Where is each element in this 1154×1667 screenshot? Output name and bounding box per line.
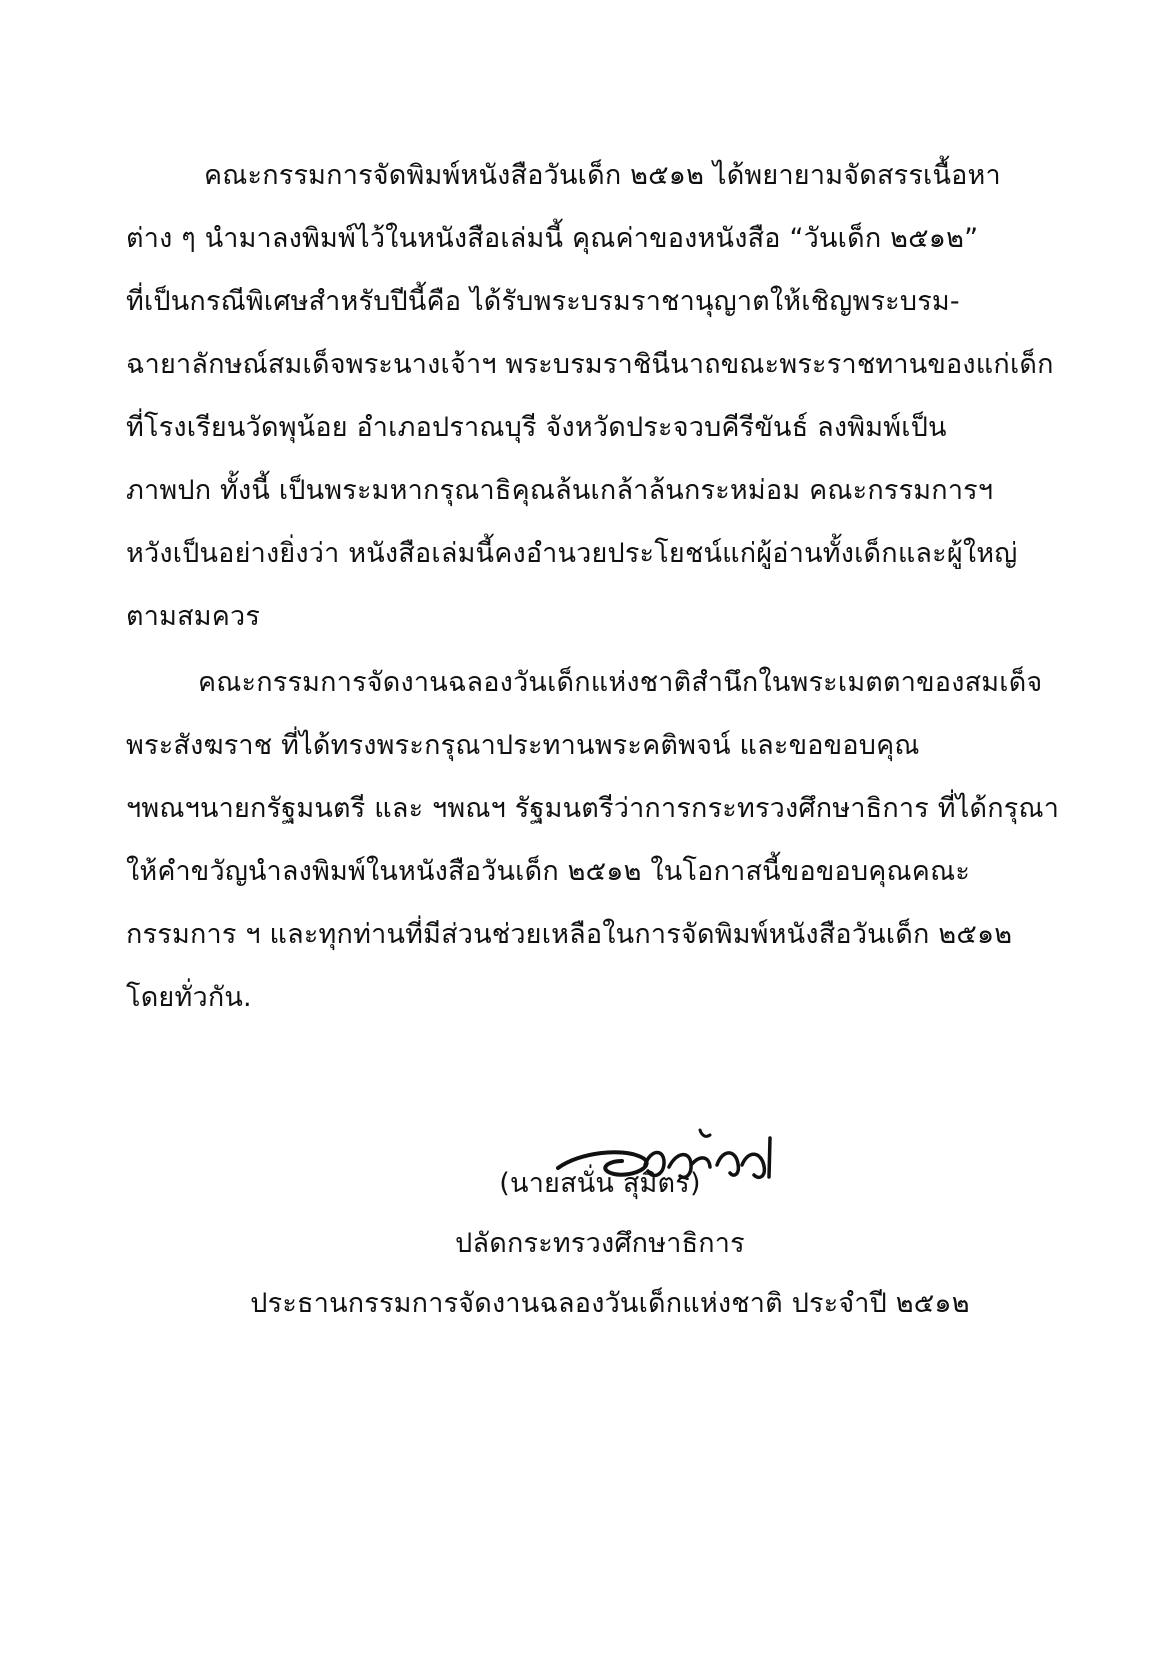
signature-role: ประธานกรรมการจัดงานฉลองวันเด็กแห่งชาติ ประจำปี ๒๕๑๒ [250, 1288, 970, 1319]
paragraph-2-line-2: พระสังฆราช ที่ได้ทรงพระกรุณาประทานพระคติพจน์ และขอขอบคุณ [126, 730, 920, 761]
paragraph-1-line-3: ที่เป็นกรณีพิเศษสำหรับปีนี้คือ ได้รับพระบรมราชานุญาตให้เชิญพระบรม- [126, 286, 960, 317]
paragraph-1-line-1: คณะกรรมการจัดพิมพ์หนังสือวันเด็ก ๒๕๑๒ ได้พยายามจัดสรรเนื้อหา [204, 160, 1001, 191]
signature-name: (นายสนั่น สุมิตร) [499, 1168, 701, 1199]
paragraph-1-line-6: ภาพปก ทั้งนี้ เป็นพระมหากรุณาธิคุณล้นเกล้าล้นกระหม่อม คณะกรรมการฯ [126, 475, 994, 506]
paragraph-1-line-4: ฉายาลักษณ์สมเด็จพระนางเจ้าฯ พระบรมราชินีนาถขณะพระราชทานของแก่เด็ก [126, 349, 1054, 380]
paragraph-1-line-2: ต่าง ๆ นำมาลงพิมพ์ไว้ในหนังสือเล่มนี้ คุณค่าของหนังสือ “วันเด็ก ๒๕๑๒” [126, 223, 979, 254]
paragraph-2-line-1: คณะกรรมการจัดงานฉลองวันเด็กแห่งชาติสำนึกในพระเมตตาของสมเด็จ [198, 667, 1043, 698]
paragraph-1-line-5: ที่โรงเรียนวัดพุน้อย อำเภอปราณบุรี จังหวัดประจวบคีรีขันธ์ ลงพิมพ์เป็น [126, 412, 947, 443]
paragraph-1-line-8: ตามสมควร [126, 601, 261, 632]
paragraph-1-line-7: หวังเป็นอย่างยิ่งว่า หนังสือเล่มนี้คงอำนวยประโยชน์แก่ผู้อ่านทั้งเด็กและผู้ใหญ่ [126, 538, 1018, 569]
paragraph-2-line-5: กรรมการ ฯ และทุกท่านที่มีส่วนช่วยเหลือในการจัดพิมพ์หนังสือวันเด็ก ๒๕๑๒ [126, 919, 1013, 950]
paragraph-2-line-6: โดยทั่วกัน. [126, 982, 252, 1013]
paragraph-2-line-4: ให้คำขวัญนำลงพิมพ์ในหนังสือวันเด็ก ๒๕๑๒ ในโอกาสนี้ขอขอบคุณคณะ [126, 856, 971, 887]
signature-title: ปลัดกระทรวงศึกษาธิการ [455, 1228, 745, 1259]
paragraph-2-line-3: ฯพณฯนายกรัฐมนตรี และ ฯพณฯ รัฐมนตรีว่าการกระทรวงศึกษาธิการ ที่ได้กรุณา [126, 793, 1060, 824]
